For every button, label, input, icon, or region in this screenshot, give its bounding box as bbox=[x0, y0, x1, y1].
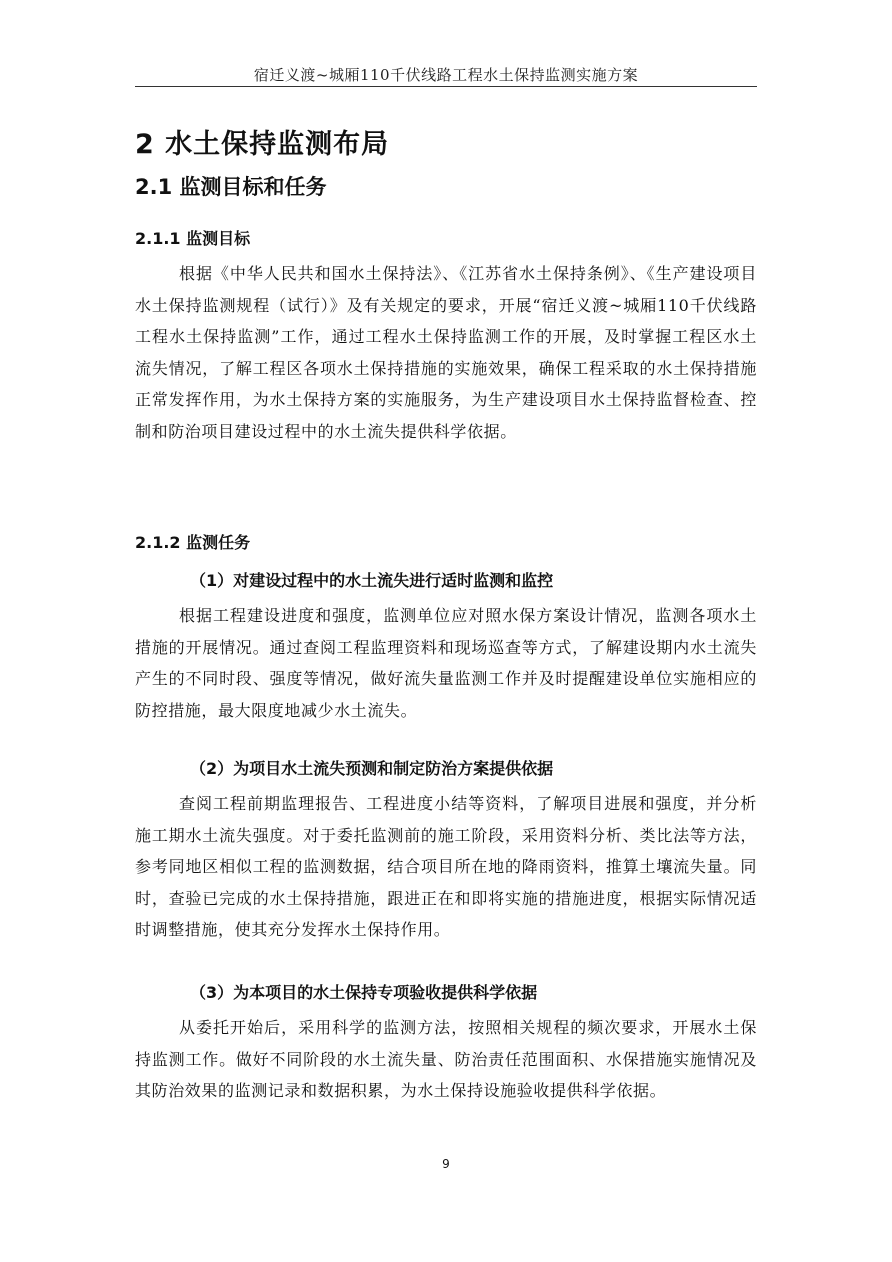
task-item-title-3: （3）为本项目的水土保持专项验收提供科学依据 bbox=[190, 983, 538, 1002]
chapter-title: 2 水土保持监测布局 bbox=[135, 129, 390, 160]
paragraph-goal: 根据《中华人民共和国水土保持法》、《江苏省水土保持条例》、《生产建设项目水土保持监测规程（试行）》及有关规定的要求，开展“宿迁义渡~城厢110千伏线路工程水土保持监测”工作，通过工程水土保持监测工作的开展，及时掌握工程区水土流失情况，了解工程区各项水土保持措施的实施效果，确保工程采取的水土保持措施正常发挥作用，为水土保持方案的实施服务，为生产建设项目水土保持监督检查、控制和防治项目建设过程中的水土流失提供科学依据。 bbox=[135, 264, 757, 441]
section-title: 2.1 监测目标和任务 bbox=[135, 175, 327, 199]
task-item-title-2: （2）为项目水土流失预测和制定防治方案提供依据 bbox=[190, 759, 554, 778]
task-item-paragraph-3: 从委托开始后，采用科学的监测方法，按照相关规程的频次要求，开展水土保持监测工作。做好不同阶段的水土流失量、防治责任范围面积、水保措施实施情况及其防治效果的监测记录和数据积累，为水土保持设施验收提供科学依据。 bbox=[135, 1018, 757, 1100]
task-item-paragraph-1: 根据工程建设进度和强度，监测单位应对照水保方案设计情况，监测各项水土措施的开展情况。通过查阅工程监理资料和现场巡查等方式，了解建设期内水土流失产生的不同时段、强度等情况，做好流失量监测工作并及时提醒建设单位实施相应的防控措施，最大限度地减少水土流失。 bbox=[135, 606, 757, 720]
page-number: 9 bbox=[442, 1157, 450, 1171]
task-item-paragraph-2: 查阅工程前期监理报告、工程进度小结等资料，了解项目进展和强度，并分析施工期水土流失强度。对于委托监测前的施工阶段，采用资料分析、类比法等方法，参考同地区相似工程的监测数据，结合项目所在地的降雨资料，推算土壤流失量。同时，查验已完成的水土保持措施，跟进正在和即将实施的措施进度，根据实际情况适时调整措施，使其充分发挥水土保持作用。 bbox=[135, 794, 757, 939]
subsection-title-goal: 2.1.1 监测目标 bbox=[135, 229, 251, 248]
header-rule bbox=[135, 86, 757, 87]
running-header: 宿迁义渡~城厢110千伏线路工程水土保持监测实施方案 bbox=[253, 66, 639, 84]
task-item-title-1: （1）对建设过程中的水土流失进行适时监测和监控 bbox=[190, 571, 554, 590]
subsection-title-tasks: 2.1.2 监测任务 bbox=[135, 533, 251, 552]
